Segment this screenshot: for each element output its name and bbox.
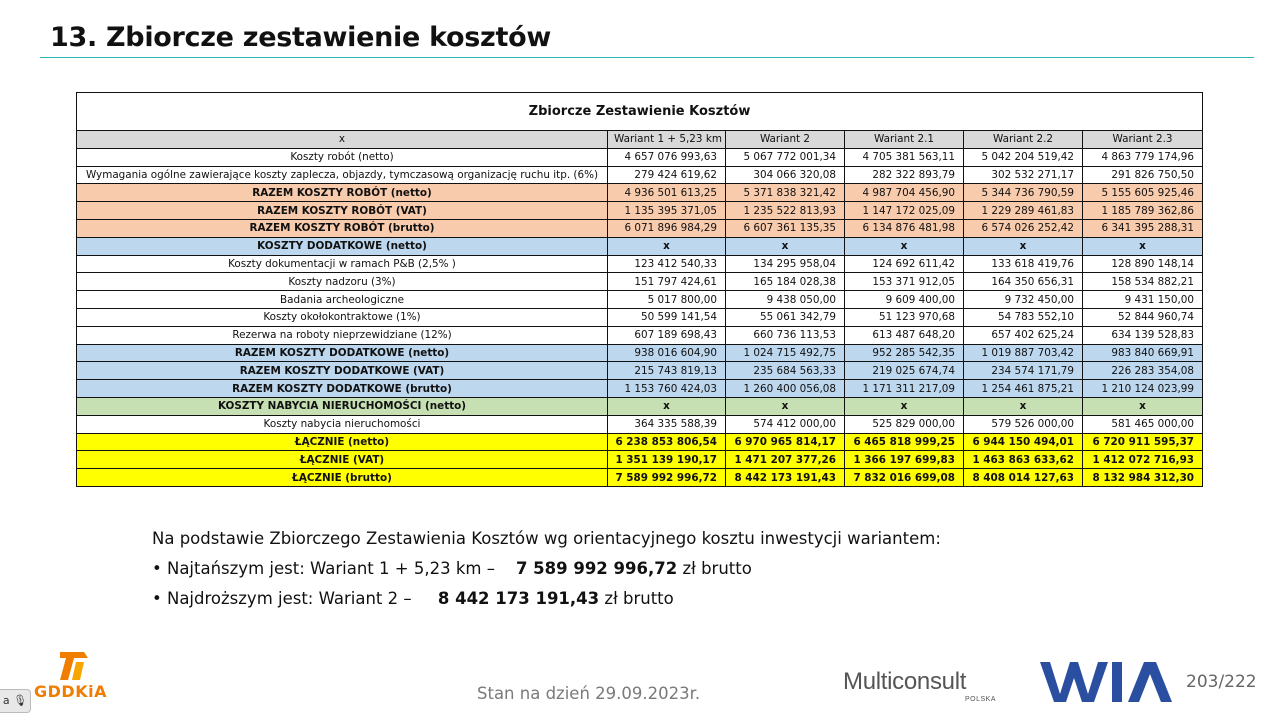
page-title: 13. Zbiorcze zestawienie kosztów <box>50 22 551 53</box>
row-value: 525 829 000,00 <box>845 415 964 433</box>
row-label: RAZEM KOSZTY ROBÓT (brutto) <box>77 219 608 237</box>
row-value: 574 412 000,00 <box>726 415 845 433</box>
cheapest-label: • Najtańszym jest: Wariant 1 + 5,23 km – <box>152 559 495 578</box>
header-wariant-2: Wariant 2 <box>726 131 845 149</box>
row-value: 235 684 563,33 <box>726 362 845 380</box>
row-value: x <box>726 397 845 415</box>
summary-cheapest <box>152 557 941 587</box>
row-value: 613 487 648,20 <box>845 326 964 344</box>
title-rule <box>40 57 1254 58</box>
row-value: 9 431 150,00 <box>1083 291 1203 309</box>
row-value: 1 471 207 377,26 <box>726 451 845 469</box>
row-value: 54 783 552,10 <box>964 308 1083 326</box>
most-expensive-value: 8 442 173 191,43 <box>437 589 600 608</box>
row-value: 291 826 750,50 <box>1083 166 1203 184</box>
most-expensive-label: • Najdroższym jest: Wariant 2 – <box>152 589 412 608</box>
row-value: x <box>608 237 726 255</box>
row-value: 1 351 139 190,17 <box>608 451 726 469</box>
row-value: 8 442 173 191,43 <box>726 469 845 487</box>
row-value: 9 609 400,00 <box>845 291 964 309</box>
summary-most-expensive <box>152 587 941 617</box>
row-value: 226 283 354,08 <box>1083 362 1203 380</box>
most-expensive-suffix: zł brutto <box>604 589 674 608</box>
row-label: RAZEM KOSZTY DODATKOWE (netto) <box>77 344 608 362</box>
row-label: RAZEM KOSZTY ROBÓT (VAT) <box>77 202 608 220</box>
status-date: Stan na dzień 29.09.2023r. <box>477 684 701 703</box>
summary-text <box>152 527 941 617</box>
row-value: 364 335 588,39 <box>608 415 726 433</box>
row-label: ŁĄCZNIE (VAT) <box>77 451 608 469</box>
row-value: 6 720 911 595,37 <box>1083 433 1203 451</box>
row-value: 660 736 113,53 <box>726 326 845 344</box>
table-row <box>77 397 1203 415</box>
row-value: 158 534 882,21 <box>1083 273 1203 291</box>
row-value: 9 732 450,00 <box>964 291 1083 309</box>
row-label: Koszty nadzoru (3%) <box>77 273 608 291</box>
row-label: KOSZTY DODATKOWE (netto) <box>77 237 608 255</box>
multiconsult-logo-sub: POLSKA <box>965 696 997 703</box>
row-value: 6 607 361 135,35 <box>726 219 845 237</box>
row-value: 579 526 000,00 <box>964 415 1083 433</box>
row-label: Rezerwa na roboty nieprzewidziane (12%) <box>77 326 608 344</box>
row-value: 6 465 818 999,25 <box>845 433 964 451</box>
row-value: 50 599 141,54 <box>608 308 726 326</box>
row-value: 983 840 669,91 <box>1083 344 1203 362</box>
table-row <box>77 148 1203 166</box>
table-header-row <box>77 131 1203 149</box>
row-value: x <box>845 237 964 255</box>
row-value: 9 438 050,00 <box>726 291 845 309</box>
row-value: 215 743 819,13 <box>608 362 726 380</box>
row-value: 153 371 912,05 <box>845 273 964 291</box>
row-value: 6 238 853 806,54 <box>608 433 726 451</box>
row-label: Koszty robót (netto) <box>77 148 608 166</box>
cheapest-value: 7 589 992 996,72 <box>515 559 678 578</box>
row-value: 5 067 772 001,34 <box>726 148 845 166</box>
row-value: 133 618 419,76 <box>964 255 1083 273</box>
row-value: 124 692 611,42 <box>845 255 964 273</box>
row-value: 7 589 992 996,72 <box>608 469 726 487</box>
row-value: x <box>845 397 964 415</box>
row-value: 134 295 958,04 <box>726 255 845 273</box>
row-label: Koszty dokumentacji w ramach P&B (2,5% ) <box>77 255 608 273</box>
header-wariant-2-1: Wariant 2.1 <box>845 131 964 149</box>
cheapest-suffix: zł brutto <box>682 559 752 578</box>
row-value: 1 135 395 371,05 <box>608 202 726 220</box>
multiconsult-logo: Multiconsult <box>843 668 967 695</box>
row-label: RAZEM KOSZTY ROBÓT (netto) <box>77 184 608 202</box>
table-row <box>77 291 1203 309</box>
header-wariant-2-3: Wariant 2.3 <box>1083 131 1203 149</box>
row-value: 1 153 760 424,03 <box>608 380 726 398</box>
table-row <box>77 202 1203 220</box>
row-value: 4 936 501 613,25 <box>608 184 726 202</box>
row-label: Badania archeologiczne <box>77 291 608 309</box>
row-value: 1 412 072 716,93 <box>1083 451 1203 469</box>
row-value: 52 844 960,74 <box>1083 308 1203 326</box>
table-row <box>77 415 1203 433</box>
table-row <box>77 380 1203 398</box>
row-value: 1 171 311 217,09 <box>845 380 964 398</box>
row-value: 938 016 604,90 <box>608 344 726 362</box>
row-value: 1 024 715 492,75 <box>726 344 845 362</box>
row-value: 634 139 528,83 <box>1083 326 1203 344</box>
row-value: 4 657 076 993,63 <box>608 148 726 166</box>
row-value: 1 260 400 056,08 <box>726 380 845 398</box>
header-wariant-2-2: Wariant 2.2 <box>964 131 1083 149</box>
row-value: 4 863 779 174,96 <box>1083 148 1203 166</box>
table-row <box>77 166 1203 184</box>
row-label: ŁĄCZNIE (brutto) <box>77 469 608 487</box>
row-value: 1 147 172 025,09 <box>845 202 964 220</box>
table-row <box>77 184 1203 202</box>
row-value: 5 344 736 790,59 <box>964 184 1083 202</box>
row-value: 7 832 016 699,08 <box>845 469 964 487</box>
row-value: 219 025 674,74 <box>845 362 964 380</box>
row-value: 302 532 271,17 <box>964 166 1083 184</box>
table-row <box>77 237 1203 255</box>
table-row <box>77 273 1203 291</box>
row-value: 5 017 800,00 <box>608 291 726 309</box>
row-value: x <box>964 397 1083 415</box>
row-value: 304 066 320,08 <box>726 166 845 184</box>
row-value: 6 134 876 481,98 <box>845 219 964 237</box>
row-value: 234 574 171,79 <box>964 362 1083 380</box>
row-value: 607 189 698,43 <box>608 326 726 344</box>
row-value: 164 350 656,31 <box>964 273 1083 291</box>
table-row <box>77 219 1203 237</box>
row-value: 1 463 863 633,62 <box>964 451 1083 469</box>
table-row <box>77 344 1203 362</box>
row-value: 1 235 522 813,93 <box>726 202 845 220</box>
row-value: 123 412 540,33 <box>608 255 726 273</box>
row-label: Wymagania ogólne zawierające koszty zaplecza, objazdy, tymczasową organizację ruchu itp. (6%) <box>77 166 608 184</box>
row-value: 5 155 605 925,46 <box>1083 184 1203 202</box>
row-value: 581 465 000,00 <box>1083 415 1203 433</box>
row-value: 6 341 395 288,31 <box>1083 219 1203 237</box>
row-value: 1 185 789 362,86 <box>1083 202 1203 220</box>
row-value: 1 210 124 023,99 <box>1083 380 1203 398</box>
row-value: 5 042 204 519,42 <box>964 148 1083 166</box>
row-value: 1 229 289 461,83 <box>964 202 1083 220</box>
row-value: 6 574 026 252,42 <box>964 219 1083 237</box>
row-value: 1 366 197 699,83 <box>845 451 964 469</box>
row-value: 6 970 965 814,17 <box>726 433 845 451</box>
table-row <box>77 308 1203 326</box>
row-value: 282 322 893,79 <box>845 166 964 184</box>
row-value: 128 890 148,14 <box>1083 255 1203 273</box>
table-row <box>77 433 1203 451</box>
table-caption: Zbiorcze Zestawienie Kosztów <box>77 93 1203 131</box>
row-value: 8 408 014 127,63 <box>964 469 1083 487</box>
row-value: 1 019 887 703,42 <box>964 344 1083 362</box>
row-value: 165 184 028,38 <box>726 273 845 291</box>
row-label: KOSZTY NABYCIA NIERUCHOMOŚCI (netto) <box>77 397 608 415</box>
gddkia-logo <box>34 648 114 703</box>
row-value: 8 132 984 312,30 <box>1083 469 1203 487</box>
gddkia-arrow-icon <box>54 648 90 684</box>
header-label: x <box>77 131 608 149</box>
table-row <box>77 326 1203 344</box>
row-value: 151 797 424,61 <box>608 273 726 291</box>
mic-off-icon: 🎙︎ <box>13 694 28 707</box>
row-value: 4 987 704 456,90 <box>845 184 964 202</box>
row-label: ŁĄCZNIE (netto) <box>77 433 608 451</box>
table-row <box>77 362 1203 380</box>
table-row <box>77 469 1203 487</box>
row-value: 5 371 838 321,42 <box>726 184 845 202</box>
summary-intro: Na podstawie Zbiorczego Zestawienia Kosztów wg orientacyjnego kosztu inwestycji wariantem: <box>152 529 941 548</box>
row-value: x <box>1083 237 1203 255</box>
cost-summary-table <box>76 92 1203 487</box>
row-label: RAZEM KOSZTY DODATKOWE (brutto) <box>77 380 608 398</box>
table-row <box>77 451 1203 469</box>
gddkia-logo-text: GDDKiA <box>34 682 107 701</box>
side-toggle-button[interactable]: a 🎙︎ <box>0 689 31 713</box>
page-number: 203/222 <box>1186 672 1257 692</box>
row-value: 51 123 970,68 <box>845 308 964 326</box>
row-value: x <box>1083 397 1203 415</box>
table-row <box>77 255 1203 273</box>
row-value: 279 424 619,62 <box>608 166 726 184</box>
row-value: x <box>726 237 845 255</box>
row-value: x <box>608 397 726 415</box>
iwa-logo <box>1040 660 1174 704</box>
row-value: 4 705 381 563,11 <box>845 148 964 166</box>
row-value: 6 944 150 494,01 <box>964 433 1083 451</box>
row-value: 657 402 625,24 <box>964 326 1083 344</box>
row-value: 55 061 342,79 <box>726 308 845 326</box>
row-value: 952 285 542,35 <box>845 344 964 362</box>
row-label: Koszty nabycia nieruchomości <box>77 415 608 433</box>
row-label: RAZEM KOSZTY DODATKOWE (VAT) <box>77 362 608 380</box>
row-value: 1 254 461 875,21 <box>964 380 1083 398</box>
row-label: Koszty okołokontraktowe (1%) <box>77 308 608 326</box>
header-wariant-1: Wariant 1 + 5,23 km <box>608 131 726 149</box>
row-value: 6 071 896 984,29 <box>608 219 726 237</box>
row-value: x <box>964 237 1083 255</box>
